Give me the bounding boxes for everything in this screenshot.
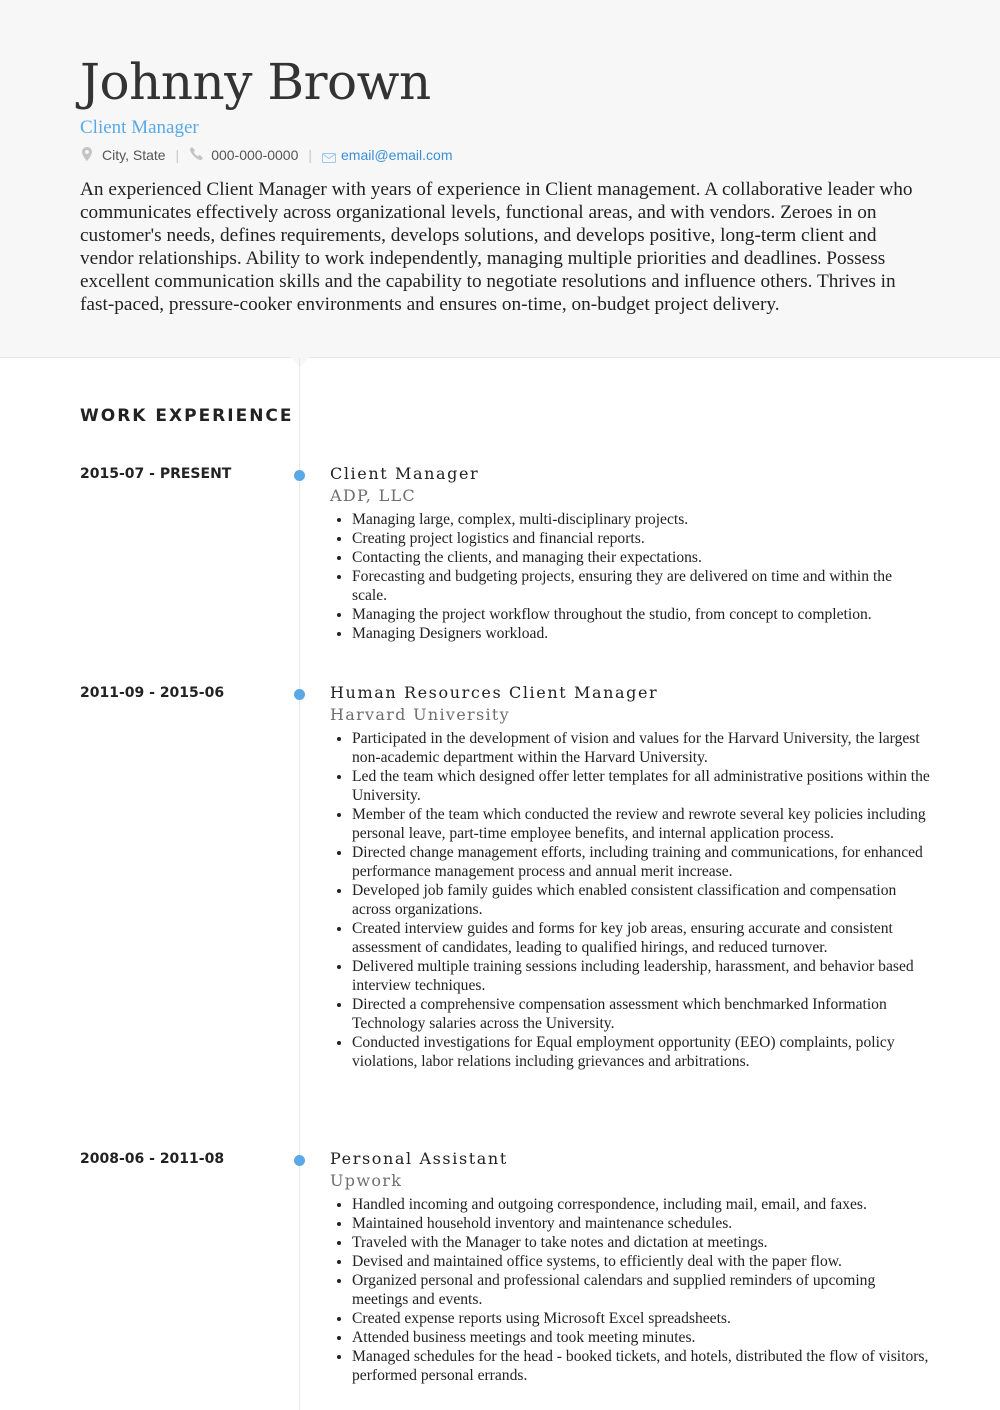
timeline-line (299, 358, 300, 1410)
job-bullet: • Managing large, complex, multi-disciplinary projects. (352, 510, 930, 529)
timeline-dot (294, 689, 305, 700)
job-bullet: • Directed change management efforts, including training and communications, for enhanced performance management process and annual merit increase. (352, 843, 930, 881)
job-bullet: • Contacting the clients, and managing their expectations. (352, 548, 930, 567)
job-bullet: • Managed schedules for the head - booked tickets, and hotels, distributed the flow of visitors, performed personal errands. (352, 1347, 930, 1385)
candidate-name: Johnny Brown (80, 53, 431, 111)
job-bullet: • Attended business meetings and took meeting minutes. (352, 1328, 930, 1347)
job-bullet: • Developed job family guides which enabled consistent classification and compensation across organizations. (352, 881, 930, 919)
job-bullet: • Creating project logistics and financial reports. (352, 529, 930, 548)
professional-summary: An experienced Client Manager with years of experience in Client management. A collaborative leader who communicates effectively across organizational levels, functional areas, and with vendors. Zeroes in on customer's needs, defines requirements, develops solutions, and develops positive, long-term client and vendor relationships. Ability to work independently, managing multiple priorities and deadlines. Possess excellent communication skills and the capability to negotiate resolutions and influence others. Thrives in fast-paced, pressure-cooker environments and ensures on-time, on-budget project delivery. (80, 179, 913, 315)
envelope-icon (322, 150, 336, 160)
job-position: Personal Assistant (330, 1149, 508, 1168)
job-bullet: • Forecasting and budgeting projects, ensuring they are delivered on time and within the scale. (352, 567, 930, 605)
job-position: Client Manager (330, 464, 480, 483)
job-bullet: • Traveled with the Manager to take notes and dictation at meetings. (352, 1233, 930, 1252)
job-company: ADP, LLC (330, 486, 416, 505)
job-bullet: • Created expense reports using Microsoft Excel spreadsheets. (352, 1309, 930, 1328)
job-bullet: • Delivered multiple training sessions including leadership, harassment, and behavior based interview techniques. (352, 957, 930, 995)
location-text: City, State (102, 147, 166, 163)
job-bullet: • Maintained household inventory and maintenance schedules. (352, 1214, 930, 1233)
candidate-title: Client Manager (80, 117, 199, 138)
job-company: Upwork (330, 1171, 403, 1190)
job-bullet: • Created interview guides and forms for key job areas, ensuring accurate and consistent assessment of candidates, leading to qualified hirings, and reduced turnover. (352, 919, 930, 957)
email-link[interactable]: email@email.com (341, 147, 453, 163)
timeline-dot (294, 470, 305, 481)
phone-text: 000-000-0000 (211, 147, 299, 163)
job-bullet: • Conducted investigations for Equal employment opportunity (EEO) complaints, policy violations, labor relations including grievances and arbitrations. (352, 1033, 930, 1071)
job-bullet: • Directed a comprehensive compensation assessment which benchmarked Information Technology salaries across the University. (352, 995, 930, 1033)
job-bullet: • Participated in the development of vision and values for the Harvard University, the largest non-academic department within the Harvard University. (352, 729, 930, 767)
contact-separator: | (175, 147, 180, 163)
job-dates: 2011-09 - 2015-06 (80, 685, 225, 701)
job-bullets (330, 1195, 930, 1385)
job-bullet: • Led the team which designed offer letter templates for all administrative positions within the University. (352, 767, 930, 805)
job-dates: 2008-06 - 2011-08 (80, 1151, 225, 1167)
timeline-dot (294, 1155, 305, 1166)
job-bullet: • Managing Designers workload. (352, 624, 930, 643)
job-bullet: • Organized personal and professional calendars and supplied reminders of upcoming meetings and events. (352, 1271, 930, 1309)
job-bullets (330, 510, 930, 643)
job-company: Harvard University (330, 705, 510, 724)
section-title-work-experience: WORK EXPERIENCE (80, 406, 294, 426)
resume-header (0, 0, 1000, 358)
contact-separator: | (308, 147, 313, 163)
job-bullet: • Handled incoming and outgoing correspondence, including mail, email, and faxes. (352, 1195, 930, 1214)
job-dates: 2015-07 - PRESENT (80, 466, 232, 482)
job-position: Human Resources Client Manager (330, 683, 659, 702)
job-bullet: • Member of the team which conducted the review and rewrote several key policies including personal leave, part-time employee benefits, and internal application process. (352, 805, 930, 843)
job-bullet: • Managing the project workflow throughout the studio, from concept to completion. (352, 605, 930, 624)
job-bullets (330, 729, 930, 1071)
header-notch (290, 357, 310, 367)
contact-info (80, 145, 452, 165)
job-bullet: • Devised and maintained office systems, to efficiently deal with the paper flow. (352, 1252, 930, 1271)
phone-icon (189, 147, 203, 163)
map-pin-icon (80, 147, 94, 164)
